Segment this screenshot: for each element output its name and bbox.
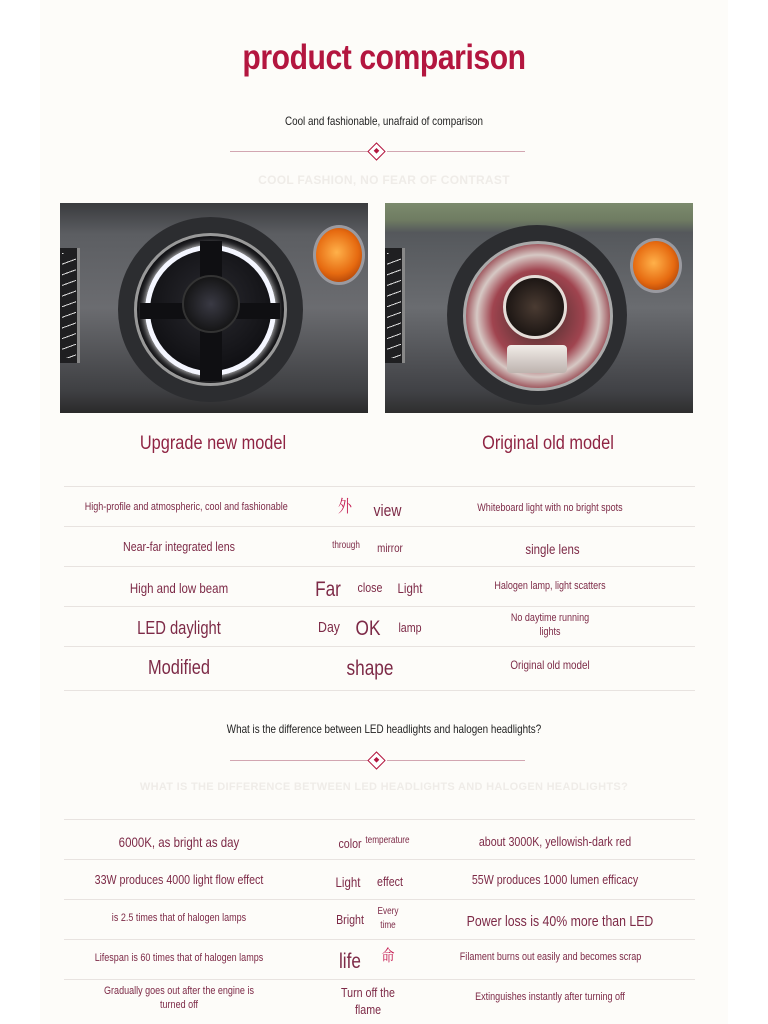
old-model-cell: single lens xyxy=(525,541,580,557)
halogen-cell: 55W produces 1000 lumen efficacy xyxy=(471,872,639,887)
mid-label: Light xyxy=(397,580,423,596)
watermark-text: WHAT IS THE DIFFERENCE BETWEEN LED HEADLIGHTS AND HALOGEN HEADLIGHTS? xyxy=(139,781,629,793)
mid-label: view xyxy=(373,501,402,520)
grille-decoration xyxy=(60,248,80,363)
watermark-text: COOL FASHION, NO FEAR OF CONTRAST xyxy=(258,173,510,187)
mid-label: Light xyxy=(335,874,361,890)
mid-label: mirror xyxy=(377,541,403,555)
led-cell: is 2.5 times that of halogen lamps xyxy=(111,912,247,924)
row-divider xyxy=(64,939,695,940)
led-headlight-photo xyxy=(60,203,368,413)
mid-label: Turn off the xyxy=(341,985,395,1000)
mid-label: shape xyxy=(346,657,394,680)
diamond-icon xyxy=(367,751,385,769)
row-divider xyxy=(64,526,695,527)
new-model-cell: High-profile and atmospheric, cool and fashionable xyxy=(84,501,288,513)
row-divider xyxy=(64,899,695,900)
new-model-cell: Near-far integrated lens xyxy=(122,539,235,554)
mid-label: temperature xyxy=(365,835,410,846)
halogen-cell: Extinguishes instantly after turning off xyxy=(475,991,625,1003)
old-model-cell: Whiteboard light with no bright spots xyxy=(477,502,623,514)
mid-label: color xyxy=(338,836,362,851)
led-cell: 33W produces 4000 light flow effect xyxy=(94,872,264,887)
led-cell: 6000K, as bright as day xyxy=(118,834,240,850)
mid-label: close xyxy=(357,580,383,595)
section-subtitle: What is the difference between LED headlights and halogen headlights? xyxy=(226,722,542,736)
mid-label-cn: 外 xyxy=(338,497,352,516)
product-comparison-page xyxy=(40,0,728,1024)
new-model-cell: Modified xyxy=(147,657,210,679)
halogen-headlight-photo xyxy=(385,203,693,413)
page-title: product comparison xyxy=(242,38,526,77)
diamond-icon xyxy=(367,142,385,160)
mid-label: Far xyxy=(315,578,341,601)
mid-label: life xyxy=(338,950,362,973)
led-cell: Lifespan is 60 times that of halogen lamps xyxy=(94,952,264,964)
mid-label: Day xyxy=(318,619,340,636)
mid-label: Bright xyxy=(336,912,364,927)
old-model-cell: No daytime running xyxy=(510,612,590,624)
row-divider xyxy=(64,646,695,647)
page-subtitle: Cool and fashionable, unafraid of comparison xyxy=(284,114,484,128)
old-model-cell: lights xyxy=(539,626,561,638)
old-model-cell: Halogen lamp, light scatters xyxy=(494,580,606,592)
new-model-cell: LED daylight xyxy=(137,618,221,638)
mid-label: through xyxy=(332,540,360,551)
mid-label: lamp xyxy=(398,620,422,635)
row-divider xyxy=(64,819,695,820)
old-model-cell: Original old model xyxy=(510,658,590,672)
mid-label: effect xyxy=(377,874,403,889)
old-model-header: Original old model xyxy=(482,433,614,454)
halogen-cell: Filament burns out easily and becomes scrap xyxy=(459,951,642,963)
mid-label: time xyxy=(380,920,396,931)
row-divider xyxy=(64,859,695,860)
grille-decoration xyxy=(385,248,405,363)
mid-label: OK xyxy=(355,617,381,640)
row-divider xyxy=(64,486,695,487)
led-cell: turned off xyxy=(160,999,198,1011)
mid-label: flame xyxy=(354,1002,382,1017)
ornament-divider xyxy=(230,754,525,768)
mid-label-cn: 命 xyxy=(381,948,395,965)
mid-label: Every xyxy=(377,906,399,917)
row-divider xyxy=(64,606,695,607)
new-model-header: Upgrade new model xyxy=(139,433,287,454)
halogen-cell: about 3000K, yellowish-dark red xyxy=(478,834,632,849)
led-cell: Gradually goes out after the engine is xyxy=(104,985,254,997)
row-divider xyxy=(64,690,695,691)
halogen-cell: Power loss is 40% more than LED xyxy=(466,913,654,930)
row-divider xyxy=(64,566,695,567)
new-model-cell: High and low beam xyxy=(129,580,229,596)
row-divider xyxy=(64,979,695,980)
ornament-divider xyxy=(230,145,525,159)
